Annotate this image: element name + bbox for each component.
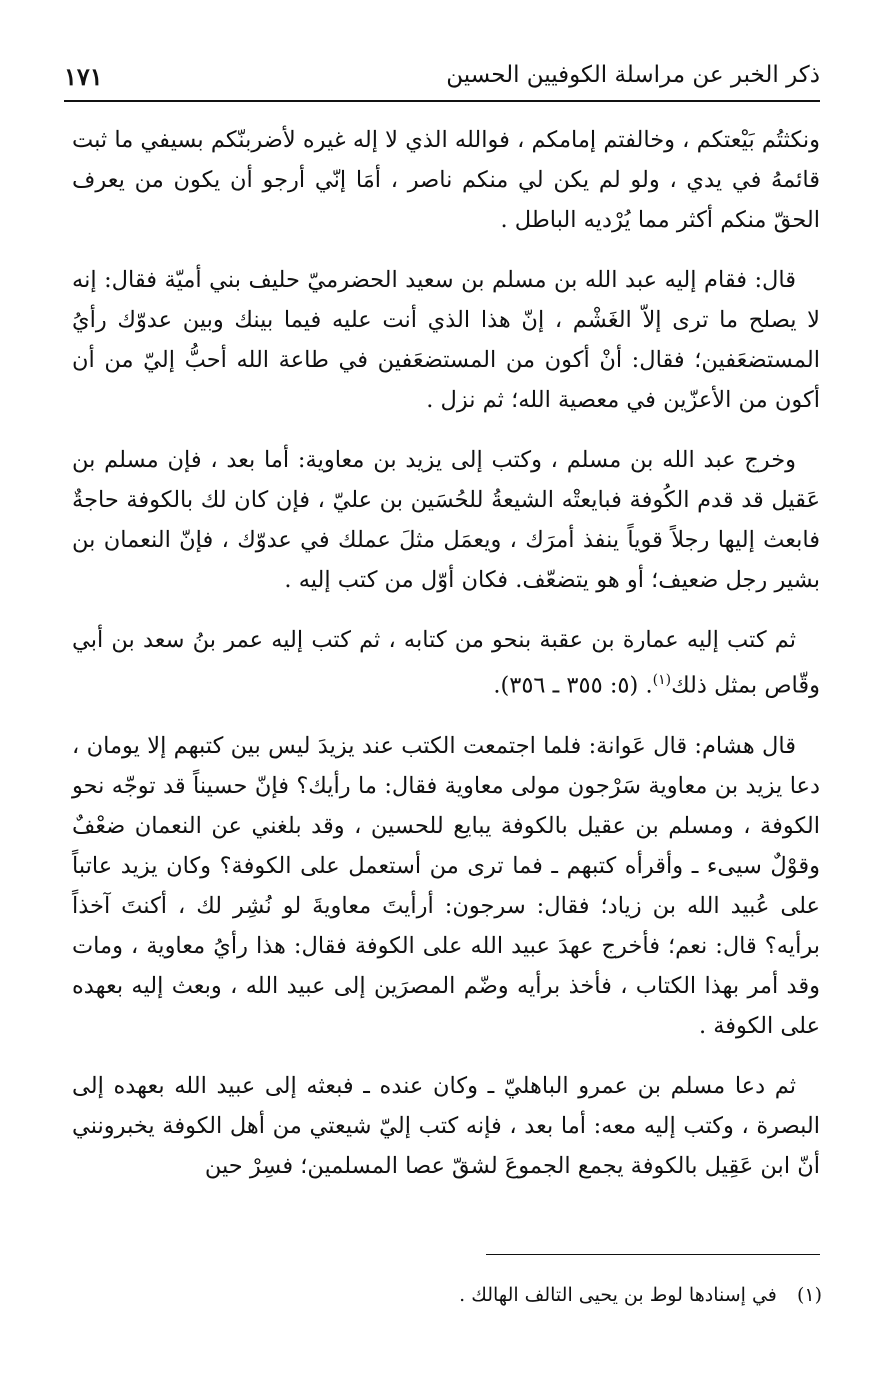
page-header [64, 60, 820, 102]
paragraph: ثم دعا مسلم بن عمرو الباهليّ ـ وكان عنده ـ فبعثه إلى عبيد الله بعهده إلى البصرة ، وكتب إليه معه: أما بعد ، فإنه كتب إليّ شيعتي من أهل الكوفة يخبرونني أنّ ابن عَقِيل بالكوفة يجمع الجموعَ لشقّ عصا المسلمين؛ فسِرْ حين [72, 1072, 820, 1179]
footnote-text: في إسنادها لوط بن يحيى التالف الهالك . [459, 1284, 777, 1306]
footnote-marker: (١) [796, 1284, 822, 1306]
paragraph: ونكثتُم بَيْعتكم ، وخالفتم إمامكم ، فوالله الذي لا إله غيره لأضربنّكم بسيفي ما ثبت قائمهُ في يدي ، ولو لم يكن لي منكم ناصر ، أمَا إنّي أرجو أن يكون من يعرف الحقّ منكم أكثر مما يُرْديه الباطل . [72, 127, 820, 233]
paragraph: قال هشام: قال عَوانة: فلما اجتمعت الكتب عند يزيدَ ليس بين كتبهم إلا يومان ، دعا يزيد بن معاوية سَرْجون مولى معاوية فقال: ما رأيك؟ فإنّ حسيناً قد توجّه نحو الكوفة ، ومسلم بن عقيل بالكوفة يبايع للحسين ، وقد بلغني عن النعمان ضعْفٌ وقوْلٌ سيىء ـ وأقرأه كتبهم ـ فما ترى من أستعمل على الكوفة؟ وكان يزيد عاتباً على عُبيد الله بن زياد؛ فقال: سرجون: أرأيتَ معاويةَ لو نُشِر لك ، أكنتَ آخذاً برأيه؟ قال: نعم؛ فأخرج عهدَ عبيد الله على الكوفة فقال: هذا رأيُ معاوية ، ومات وقد أمر بهذا الكتاب ، فأخذ برأيه وضّم المصرَين إلى عبيد الله ، وبعث إليه بعهده على الكوفة . [72, 732, 820, 1039]
running-title: ذكر الخبر عن مراسلة الكوفيين الحسين [446, 62, 820, 88]
page-number: ١٧١ [64, 62, 103, 91]
paragraph-text: ثم كتب إليه عمارة بن عقبة بنحو من كتابه ، ثم كتب إليه عمر بنُ سعد بن أبي وقّاص بمثل ذلك [72, 627, 820, 699]
footnote [100, 1280, 822, 1310]
footnote-reference: (١) [652, 672, 672, 688]
footnote-divider [486, 1254, 820, 1255]
main-text [72, 120, 820, 1206]
paragraph: وخرج عبد الله بن مسلم ، وكتب إلى يزيد بن معاوية: أما بعد ، فإن مسلم بن عَقيل قد قدم الكُوفة فبايعتْه الشيعةُ للحُسَين بن عليّ ، فإن كان لك بالكوفة حاجةٌ فابعث إليها رجلاً قوياً ينفذ أمرَك ، ويعمَل مثلَ عملك في عدوّك ، فإنّ النعمان بن بشير رجل ضعيف؛ أو هو يتضعّف. فكان أوّل من كتب إليه . [72, 447, 820, 593]
source-citation: . (٥: ٣٥٥ ـ ٣٥٦). [493, 672, 653, 699]
paragraph [72, 620, 820, 706]
paragraph: قال: فقام إليه عبد الله بن مسلم بن سعيد الحضرميّ حليف بني أميّة فقال: إنه لا يصلح ما ترى إلاّ الغَشْم ، إنّ هذا الذي أنت عليه فيما بينك وبين عدوّك رأيُ المستضعَفين؛ فقال: أنْ أكون من المستضعَفين في طاعة الله أحبُّ إليّ من أن أكون من الأعزّين في معصية الله؛ ثم نزل . [72, 267, 820, 413]
